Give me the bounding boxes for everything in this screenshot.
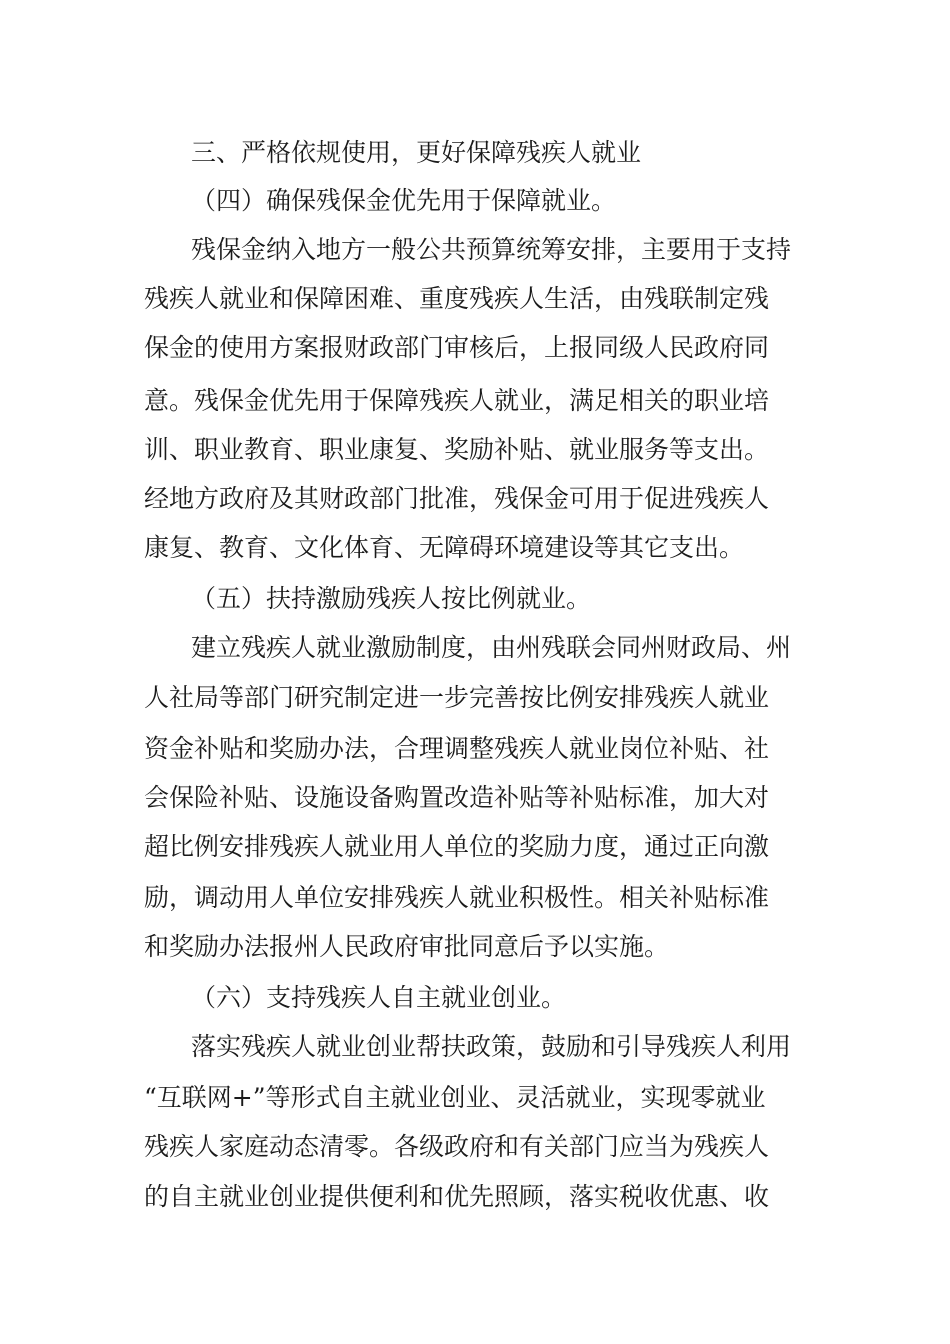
paragraph-line: “互联网+”等形式自主就业创业、灵活就业，实现零就业 (144, 1083, 766, 1112)
paragraph-line: 残疾人家庭动态清零。各级政府和有关部门应当为残疾人 (144, 1132, 770, 1161)
paragraph-line: 残疾人就业和保障困难、重度残疾人生活，由残联制定残 (144, 284, 770, 313)
paragraph-line: 建立残疾人就业激励制度，由州残联会同州财政局、州 (191, 633, 792, 662)
paragraph-line: 残保金纳入地方一般公共预算统筹安排，主要用于支持 (191, 235, 792, 264)
section-heading: 三、严格依规使用，更好保障残疾人就业 (191, 138, 642, 167)
paragraph-line: 励，调动用人单位安排残疾人就业积极性。相关补贴标准 (144, 883, 770, 912)
subsection-4-title: （四）确保残保金优先用于保障就业。 (191, 186, 617, 215)
paragraph-line: 会保险补贴、设施设备购置改造补贴等补贴标准，加大对 (144, 783, 770, 812)
paragraph-line: 的自主就业创业提供便利和优先照顾，落实税收优惠、收 (144, 1182, 770, 1211)
paragraph-line: 人社局等部门研究制定进一步完善按比例安排残疾人就业 (144, 683, 770, 712)
paragraph-line: 资金补贴和奖励办法，合理调整残疾人就业岗位补贴、社 (144, 734, 770, 763)
paragraph-line: 意。残保金优先用于保障残疾人就业，满足相关的职业培 (144, 386, 770, 415)
paragraph-line: 和奖励办法报州人民政府审批同意后予以实施。 (144, 932, 670, 961)
subsection-6-title: （六）支持残疾人自主就业创业。 (191, 983, 567, 1012)
paragraph-line: 训、职业教育、职业康复、奖励补贴、就业服务等支出。 (144, 435, 770, 464)
paragraph-line: 落实残疾人就业创业帮扶政策，鼓励和引导残疾人利用 (191, 1032, 792, 1061)
paragraph-line: 超比例安排残疾人就业用人单位的奖励力度，通过正向激 (144, 832, 770, 861)
paragraph-line: 保金的使用方案报财政部门审核后，上报同级人民政府同 (144, 333, 770, 362)
paragraph-line: 经地方政府及其财政部门批准，残保金可用于促进残疾人 (144, 484, 770, 513)
subsection-5-title: （五）扶持激励残疾人按比例就业。 (191, 584, 592, 613)
paragraph-line: 康复、教育、文化体育、无障碍环境建设等其它支出。 (144, 533, 745, 562)
